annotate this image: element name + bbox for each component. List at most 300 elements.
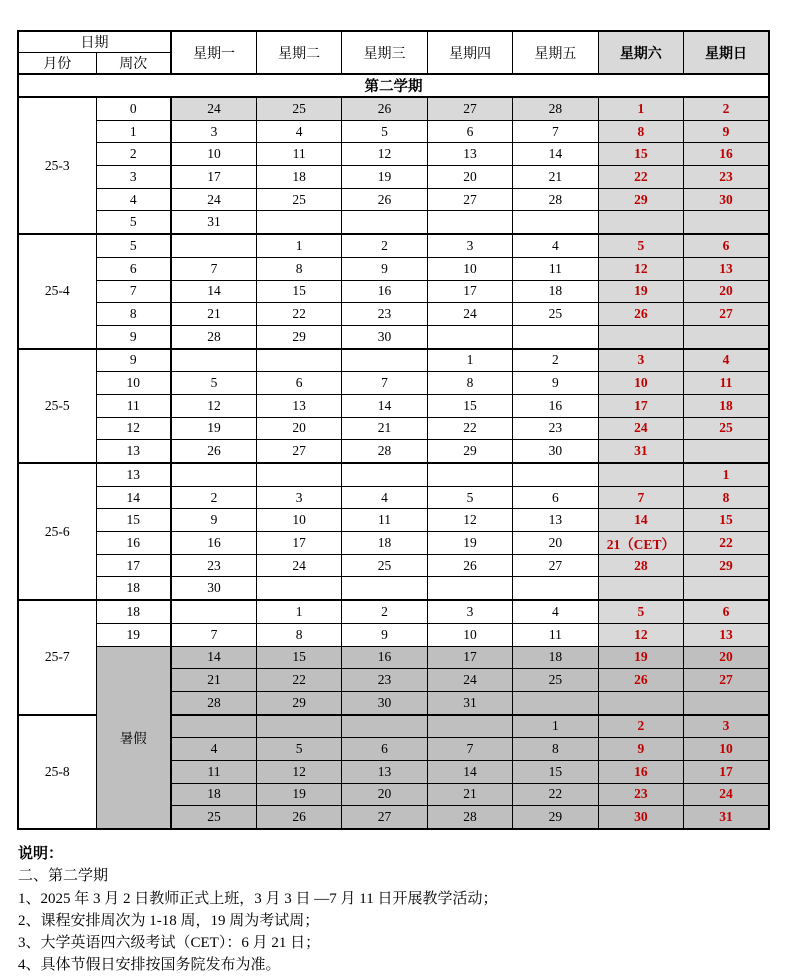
- day-cell: 7: [513, 120, 598, 143]
- weekend-day-cell: 22: [684, 532, 769, 555]
- day-cell: [513, 325, 598, 348]
- notes-line: 1、2025 年 3 月 2 日教师正式上班，3 月 3 日 —7 月 11 日开展教学活动；: [18, 890, 498, 907]
- day-cell: 1: [513, 715, 598, 738]
- day-cell: [342, 463, 427, 486]
- day-cell: 3: [171, 120, 256, 143]
- weekend-day-cell: [684, 691, 769, 714]
- weekend-day-cell: 23: [684, 166, 769, 189]
- day-cell: 21: [171, 303, 256, 326]
- weekend-day-cell: 3: [684, 715, 769, 738]
- calendar-row: [18, 188, 769, 211]
- weekend-day-cell: 5: [598, 600, 683, 623]
- day-cell: 11: [513, 623, 598, 646]
- calendar-row: [18, 257, 769, 280]
- calendar-row: [18, 372, 769, 395]
- day-cell: 2: [171, 486, 256, 509]
- day-cell: 13: [427, 143, 512, 166]
- day-cell: 19: [342, 166, 427, 189]
- day-cell: [513, 211, 598, 234]
- day-cell: 16: [342, 280, 427, 303]
- day-cell: 30: [171, 577, 256, 600]
- week-header: 周次: [96, 53, 171, 75]
- day-cell: 1: [256, 600, 341, 623]
- day-cell: 8: [427, 372, 512, 395]
- day-cell: 17: [256, 532, 341, 555]
- day-cell: [256, 211, 341, 234]
- weekend-day-cell: 21（CET）: [598, 532, 683, 555]
- day-cell: 21: [171, 669, 256, 692]
- day-cell: 4: [256, 120, 341, 143]
- weekday-header-tue: 星期二: [256, 31, 341, 74]
- day-cell: 19: [427, 532, 512, 555]
- day-cell: 4: [513, 600, 598, 623]
- week-number-cell: 10: [96, 372, 171, 395]
- day-cell: 28: [513, 188, 598, 211]
- weekend-day-cell: 2: [598, 715, 683, 738]
- month-cell: 25-7: [18, 600, 96, 714]
- day-cell: 6: [256, 372, 341, 395]
- calendar-row: [18, 440, 769, 463]
- weekend-day-cell: 27: [684, 303, 769, 326]
- weekend-day-cell: 9: [598, 738, 683, 761]
- day-cell: 30: [342, 325, 427, 348]
- day-cell: 6: [513, 486, 598, 509]
- weekend-day-cell: 8: [684, 486, 769, 509]
- weekend-day-cell: 24: [684, 783, 769, 806]
- weekend-day-cell: 26: [598, 669, 683, 692]
- week-number-cell: 18: [96, 600, 171, 623]
- week-number-cell: 17: [96, 554, 171, 577]
- academic-calendar-table: [17, 30, 770, 830]
- week-number-cell: 0: [96, 97, 171, 120]
- day-cell: 8: [513, 738, 598, 761]
- weekend-day-cell: [598, 691, 683, 714]
- day-cell: [256, 577, 341, 600]
- weekend-day-cell: 14: [598, 509, 683, 532]
- day-cell: 25: [171, 806, 256, 829]
- week-number-cell: 4: [96, 188, 171, 211]
- weekend-day-cell: 31: [684, 806, 769, 829]
- calendar-row: [18, 417, 769, 440]
- weekday-header-fri: 星期五: [513, 31, 598, 74]
- day-cell: [171, 463, 256, 486]
- header-row-top: [18, 31, 769, 53]
- day-cell: [427, 325, 512, 348]
- weekend-day-cell: 1: [684, 463, 769, 486]
- day-cell: [342, 211, 427, 234]
- day-cell: 7: [171, 257, 256, 280]
- week-number-cell: 7: [96, 280, 171, 303]
- weekend-day-cell: 4: [684, 349, 769, 372]
- day-cell: 24: [171, 97, 256, 120]
- day-cell: [342, 577, 427, 600]
- notes-section: [18, 843, 800, 977]
- day-cell: 11: [256, 143, 341, 166]
- semester-banner-row: [18, 74, 769, 97]
- day-cell: 17: [427, 280, 512, 303]
- semester-banner: 第二学期: [18, 74, 769, 97]
- day-cell: 25: [513, 303, 598, 326]
- weekend-day-cell: 28: [598, 554, 683, 577]
- day-cell: 9: [171, 509, 256, 532]
- day-cell: [256, 463, 341, 486]
- weekend-day-cell: 6: [684, 234, 769, 257]
- day-cell: 13: [256, 394, 341, 417]
- weekend-day-cell: 30: [684, 188, 769, 211]
- day-cell: 30: [513, 440, 598, 463]
- day-cell: 18: [256, 166, 341, 189]
- day-cell: 14: [171, 646, 256, 669]
- calendar-row: [18, 554, 769, 577]
- week-number-cell: 16: [96, 532, 171, 555]
- day-cell: 15: [256, 646, 341, 669]
- day-cell: 6: [342, 738, 427, 761]
- weekend-day-cell: 10: [684, 738, 769, 761]
- weekend-day-cell: 9: [684, 120, 769, 143]
- weekend-day-cell: 18: [684, 394, 769, 417]
- day-cell: 26: [171, 440, 256, 463]
- calendar-row: [18, 143, 769, 166]
- day-cell: 31: [171, 211, 256, 234]
- weekend-day-cell: 22: [598, 166, 683, 189]
- notes-line: 4、具体节假日安排按国务院发布为准。: [18, 957, 281, 974]
- day-cell: 30: [342, 691, 427, 714]
- calendar-row: [18, 280, 769, 303]
- day-cell: 16: [342, 646, 427, 669]
- weekend-day-cell: [684, 325, 769, 348]
- day-cell: 20: [513, 532, 598, 555]
- weekend-day-cell: 30: [598, 806, 683, 829]
- weekend-day-cell: 11: [684, 372, 769, 395]
- day-cell: 18: [342, 532, 427, 555]
- day-cell: [256, 349, 341, 372]
- day-cell: [342, 715, 427, 738]
- month-cell: 25-8: [18, 715, 96, 829]
- day-cell: 24: [256, 554, 341, 577]
- day-cell: 28: [427, 806, 512, 829]
- day-cell: 16: [171, 532, 256, 555]
- week-number-cell: 15: [96, 509, 171, 532]
- calendar-row: [18, 234, 769, 257]
- weekend-day-cell: 20: [684, 646, 769, 669]
- date-header: 日期: [18, 31, 171, 53]
- weekend-day-cell: 26: [598, 303, 683, 326]
- weekend-day-cell: [684, 440, 769, 463]
- day-cell: 20: [256, 417, 341, 440]
- weekend-day-cell: 5: [598, 234, 683, 257]
- week-number-cell: 1: [96, 120, 171, 143]
- calendar-row: [18, 646, 769, 669]
- day-cell: 22: [256, 303, 341, 326]
- week-number-cell: 3: [96, 166, 171, 189]
- calendar-row: [18, 349, 769, 372]
- weekday-header-sat: 星期六: [598, 31, 683, 74]
- notes-line: 二、第二学期: [18, 868, 109, 885]
- calendar-body: [18, 97, 769, 829]
- day-cell: 27: [256, 440, 341, 463]
- day-cell: 23: [342, 303, 427, 326]
- weekend-day-cell: 29: [684, 554, 769, 577]
- week-number-cell: 9: [96, 325, 171, 348]
- day-cell: 25: [342, 554, 427, 577]
- day-cell: 2: [342, 600, 427, 623]
- day-cell: 11: [342, 509, 427, 532]
- day-cell: [342, 349, 427, 372]
- day-cell: [256, 715, 341, 738]
- weekend-day-cell: [684, 211, 769, 234]
- day-cell: [427, 577, 512, 600]
- day-cell: 31: [427, 691, 512, 714]
- day-cell: 9: [513, 372, 598, 395]
- weekend-day-cell: 3: [598, 349, 683, 372]
- day-cell: 27: [513, 554, 598, 577]
- day-cell: 15: [256, 280, 341, 303]
- day-cell: 21: [342, 417, 427, 440]
- day-cell: [171, 349, 256, 372]
- day-cell: 21: [513, 166, 598, 189]
- day-cell: 1: [256, 234, 341, 257]
- day-cell: 4: [513, 234, 598, 257]
- weekend-day-cell: 17: [598, 394, 683, 417]
- day-cell: 10: [427, 623, 512, 646]
- day-cell: 14: [342, 394, 427, 417]
- weekend-day-cell: 12: [598, 257, 683, 280]
- day-cell: 19: [171, 417, 256, 440]
- weekend-day-cell: 12: [598, 623, 683, 646]
- day-cell: 14: [427, 760, 512, 783]
- day-cell: 15: [427, 394, 512, 417]
- calendar-row: [18, 166, 769, 189]
- day-cell: 24: [171, 188, 256, 211]
- day-cell: 12: [342, 143, 427, 166]
- weekend-day-cell: 8: [598, 120, 683, 143]
- day-cell: 28: [513, 97, 598, 120]
- day-cell: [171, 715, 256, 738]
- day-cell: 20: [342, 783, 427, 806]
- day-cell: 26: [342, 188, 427, 211]
- weekday-header-thu: 星期四: [427, 31, 512, 74]
- weekend-day-cell: [598, 463, 683, 486]
- day-cell: [427, 715, 512, 738]
- weekend-day-cell: 1: [598, 97, 683, 120]
- calendar-row: [18, 577, 769, 600]
- day-cell: 8: [256, 623, 341, 646]
- week-number-cell: 9: [96, 349, 171, 372]
- day-cell: 14: [513, 143, 598, 166]
- calendar-row: [18, 211, 769, 234]
- day-cell: 12: [171, 394, 256, 417]
- day-cell: 3: [256, 486, 341, 509]
- day-cell: 24: [427, 303, 512, 326]
- day-cell: 10: [256, 509, 341, 532]
- calendar-row: [18, 325, 769, 348]
- week-number-cell: 13: [96, 440, 171, 463]
- weekend-day-cell: 10: [598, 372, 683, 395]
- day-cell: 23: [342, 669, 427, 692]
- weekend-day-cell: 20: [684, 280, 769, 303]
- month-cell: 25-3: [18, 97, 96, 234]
- day-cell: [513, 463, 598, 486]
- day-cell: 22: [427, 417, 512, 440]
- week-number-cell: 8: [96, 303, 171, 326]
- day-cell: 18: [513, 280, 598, 303]
- weekend-day-cell: 29: [598, 188, 683, 211]
- weekend-day-cell: 2: [684, 97, 769, 120]
- weekend-day-cell: 15: [684, 509, 769, 532]
- day-cell: 28: [171, 325, 256, 348]
- weekend-day-cell: 23: [598, 783, 683, 806]
- week-number-cell: 14: [96, 486, 171, 509]
- weekend-day-cell: 7: [598, 486, 683, 509]
- notes-line: 2、课程安排周次为 1-18 周，19 周为考试周；: [18, 912, 320, 929]
- day-cell: 10: [171, 143, 256, 166]
- day-cell: 1: [427, 349, 512, 372]
- day-cell: 20: [427, 166, 512, 189]
- weekend-day-cell: [684, 577, 769, 600]
- day-cell: 27: [427, 188, 512, 211]
- day-cell: [171, 600, 256, 623]
- calendar-row: [18, 509, 769, 532]
- weekend-day-cell: 24: [598, 417, 683, 440]
- day-cell: [427, 463, 512, 486]
- day-cell: 8: [256, 257, 341, 280]
- day-cell: 29: [256, 325, 341, 348]
- day-cell: 4: [342, 486, 427, 509]
- day-cell: 3: [427, 234, 512, 257]
- day-cell: 15: [513, 760, 598, 783]
- weekend-day-cell: 17: [684, 760, 769, 783]
- day-cell: [513, 691, 598, 714]
- month-cell: 25-4: [18, 234, 96, 348]
- calendar-row: [18, 623, 769, 646]
- day-cell: 16: [513, 394, 598, 417]
- day-cell: 14: [171, 280, 256, 303]
- month-cell: 25-6: [18, 463, 96, 600]
- day-cell: 7: [171, 623, 256, 646]
- day-cell: 26: [427, 554, 512, 577]
- day-cell: 19: [256, 783, 341, 806]
- weekend-day-cell: 13: [684, 623, 769, 646]
- calendar-row: [18, 394, 769, 417]
- weekday-header-sun: 星期日: [684, 31, 769, 74]
- week-number-cell: 11: [96, 394, 171, 417]
- calendar-row: [18, 303, 769, 326]
- day-cell: 29: [256, 691, 341, 714]
- day-cell: 27: [342, 806, 427, 829]
- weekend-day-cell: 25: [684, 417, 769, 440]
- day-cell: 11: [513, 257, 598, 280]
- day-cell: 13: [342, 760, 427, 783]
- weekend-day-cell: [598, 325, 683, 348]
- day-cell: 17: [171, 166, 256, 189]
- day-cell: 29: [513, 806, 598, 829]
- day-cell: 23: [513, 417, 598, 440]
- week-number-cell: 6: [96, 257, 171, 280]
- weekend-day-cell: 16: [598, 760, 683, 783]
- day-cell: 17: [427, 646, 512, 669]
- weekend-day-cell: 27: [684, 669, 769, 692]
- day-cell: 7: [342, 372, 427, 395]
- day-cell: 21: [427, 783, 512, 806]
- weekend-day-cell: 6: [684, 600, 769, 623]
- summer-vacation-cell: 暑假: [96, 646, 171, 829]
- day-cell: 2: [513, 349, 598, 372]
- weekend-day-cell: 31: [598, 440, 683, 463]
- week-number-cell: 19: [96, 623, 171, 646]
- weekend-day-cell: 16: [684, 143, 769, 166]
- calendar-row: [18, 486, 769, 509]
- calendar-row: [18, 97, 769, 120]
- month-cell: 25-5: [18, 349, 96, 463]
- day-cell: 18: [513, 646, 598, 669]
- day-cell: 25: [256, 97, 341, 120]
- day-cell: 3: [427, 600, 512, 623]
- weekend-day-cell: [598, 577, 683, 600]
- day-cell: 23: [171, 554, 256, 577]
- day-cell: 27: [427, 97, 512, 120]
- day-cell: 10: [427, 257, 512, 280]
- day-cell: 5: [342, 120, 427, 143]
- weekday-header-mon: 星期一: [171, 31, 256, 74]
- day-cell: [427, 211, 512, 234]
- day-cell: 12: [427, 509, 512, 532]
- day-cell: 24: [427, 669, 512, 692]
- week-number-cell: 5: [96, 234, 171, 257]
- day-cell: 2: [342, 234, 427, 257]
- day-cell: 25: [256, 188, 341, 211]
- day-cell: 12: [256, 760, 341, 783]
- day-cell: 22: [256, 669, 341, 692]
- day-cell: 9: [342, 623, 427, 646]
- day-cell: 26: [342, 97, 427, 120]
- day-cell: 7: [427, 738, 512, 761]
- day-cell: 26: [256, 806, 341, 829]
- weekend-day-cell: 13: [684, 257, 769, 280]
- week-number-cell: 13: [96, 463, 171, 486]
- weekend-day-cell: 15: [598, 143, 683, 166]
- day-cell: 13: [513, 509, 598, 532]
- day-cell: 28: [342, 440, 427, 463]
- notes-title: 说明：: [18, 846, 64, 862]
- weekend-day-cell: 19: [598, 280, 683, 303]
- month-header: 月份: [18, 53, 96, 75]
- weekend-day-cell: 19: [598, 646, 683, 669]
- calendar-row: [18, 120, 769, 143]
- day-cell: 29: [427, 440, 512, 463]
- day-cell: 22: [513, 783, 598, 806]
- week-number-cell: 2: [96, 143, 171, 166]
- day-cell: 18: [171, 783, 256, 806]
- day-cell: [513, 577, 598, 600]
- week-number-cell: 5: [96, 211, 171, 234]
- day-cell: 25: [513, 669, 598, 692]
- day-cell: 9: [342, 257, 427, 280]
- day-cell: 5: [427, 486, 512, 509]
- week-number-cell: 12: [96, 417, 171, 440]
- day-cell: 5: [256, 738, 341, 761]
- weekday-header-wed: 星期三: [342, 31, 427, 74]
- weekend-day-cell: [598, 211, 683, 234]
- day-cell: 5: [171, 372, 256, 395]
- calendar-row: [18, 532, 769, 555]
- calendar-row: [18, 463, 769, 486]
- notes-line: 3、大学英语四六级考试（CET）：6 月 21 日；: [18, 935, 321, 952]
- calendar-row: [18, 600, 769, 623]
- day-cell: 6: [427, 120, 512, 143]
- day-cell: [171, 234, 256, 257]
- week-number-cell: 18: [96, 577, 171, 600]
- day-cell: 28: [171, 691, 256, 714]
